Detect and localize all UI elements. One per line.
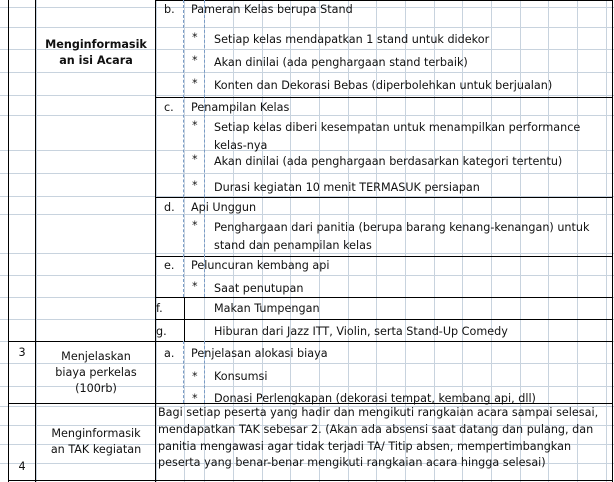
- table-border-horizontal: [156, 97, 613, 98]
- item-heading: Pameran Kelas berupa Stand: [191, 3, 353, 16]
- section-title-tak: Menginformasik an TAK kegiatan: [50, 427, 142, 456]
- table-border-horizontal: [156, 0, 613, 1]
- item-letter: a.: [164, 347, 175, 360]
- table-border-horizontal: [8, 341, 613, 342]
- table-border-horizontal: [156, 256, 613, 257]
- item-heading: Makan Tumpengan: [214, 302, 320, 315]
- tak-paragraph-line: mendapatkan TAK sebesar 2. (Akan ada absensi saat datang dan pulang, dan: [158, 423, 594, 436]
- table-border-horizontal: [156, 197, 613, 198]
- section-number-3: 3: [18, 346, 26, 359]
- bullet-text: Donasi Perlengkapan (dekorasi tempat, kembang api, dll): [214, 392, 536, 405]
- bullet-text: Akan dinilai (ada penghargaan stand terbaik): [214, 56, 468, 69]
- bullet-text: Konten dan Dekorasi Bebas (diperbolehkan untuk berjualan): [214, 79, 553, 92]
- bullet-icon: *: [192, 54, 198, 67]
- bullet-text: Durasi kegiatan 10 menit TERMASUK persiapan: [214, 181, 480, 194]
- grid-row-line: [0, 275, 614, 276]
- item-letter: e.: [164, 259, 175, 272]
- bullet-text: Setiap kelas diberi kesempatan untuk menampilkan performance kelas-nya: [214, 121, 581, 152]
- table-border-horizontal: [8, 480, 613, 481]
- bullet-icon: *: [192, 153, 198, 166]
- item-heading: Penampilan Kelas: [191, 101, 290, 114]
- grid-row-line: [0, 173, 614, 174]
- item-heading: Penjelasan alokasi biaya: [191, 347, 328, 360]
- tak-paragraph-line: panitia mengawasi agar tidak terjadi TA/ Titip absen, mempertimbangkan: [158, 440, 572, 453]
- inner-column-divider: [204, 0, 205, 297]
- bullet-icon: *: [192, 119, 198, 132]
- table-border-vertical: [35, 0, 36, 482]
- bullet-text: Setiap kelas mendapatkan 1 stand untuk didekor: [214, 33, 490, 46]
- item-letter: d.: [164, 201, 175, 214]
- table-border-vertical: [8, 0, 9, 482]
- grid-row-line: [0, 27, 614, 28]
- bullet-icon: *: [192, 280, 198, 293]
- table-border-vertical: [612, 0, 613, 482]
- bullet-icon: *: [192, 219, 198, 232]
- tak-paragraph-line: peserta yang benar-benar mengikuti rangkaian acara hingga selesai): [158, 456, 546, 469]
- bullet-text: Konsumsi: [214, 370, 268, 383]
- inner-column-divider: [183, 341, 184, 403]
- grid-row-line: [0, 95, 614, 96]
- grid-row-line: [0, 72, 614, 73]
- bullet-text: Saat penutupan: [214, 282, 304, 295]
- section-number-4: 4: [18, 460, 26, 473]
- grid-row-line: [0, 115, 614, 116]
- bullet-icon: *: [192, 392, 198, 405]
- bullet-text: Penghargaan dari panitia (berupa barang kenang-kenangan) untuk stand dan penampilan kelas: [214, 221, 590, 252]
- inner-column-divider: [183, 0, 184, 297]
- item-letter: g.: [156, 325, 167, 338]
- grid-row-line: [0, 214, 614, 215]
- bullet-icon: *: [192, 77, 198, 90]
- bullet-text: Akan dinilai (ada penghargaan berdasarkan kategori tertentu): [214, 155, 563, 168]
- tak-paragraph-line: Bagi setiap peserta yang hadir dan mengikuti rangkaian acara sampai selesai,: [158, 406, 599, 419]
- item-letter: c.: [164, 101, 174, 114]
- table-border-vertical: [155, 0, 156, 482]
- item-heading: Peluncuran kembang api: [191, 259, 330, 272]
- item-heading: Api Unggun: [191, 201, 257, 214]
- section-title-acara: Menginformasik an isi Acara: [45, 38, 147, 67]
- bullet-icon: *: [192, 179, 198, 192]
- item-letter: b.: [164, 3, 175, 16]
- bullet-icon: *: [192, 370, 198, 383]
- table-border-horizontal: [156, 319, 613, 320]
- item-letter: f.: [156, 302, 163, 315]
- section-title-biaya: Menjelaskan biaya perkelas (100rb): [55, 350, 137, 395]
- bullet-icon: *: [192, 31, 198, 44]
- item-heading: Hiburan dari Jazz ITT, Violin, serta Stand-Up Comedy: [214, 325, 508, 338]
